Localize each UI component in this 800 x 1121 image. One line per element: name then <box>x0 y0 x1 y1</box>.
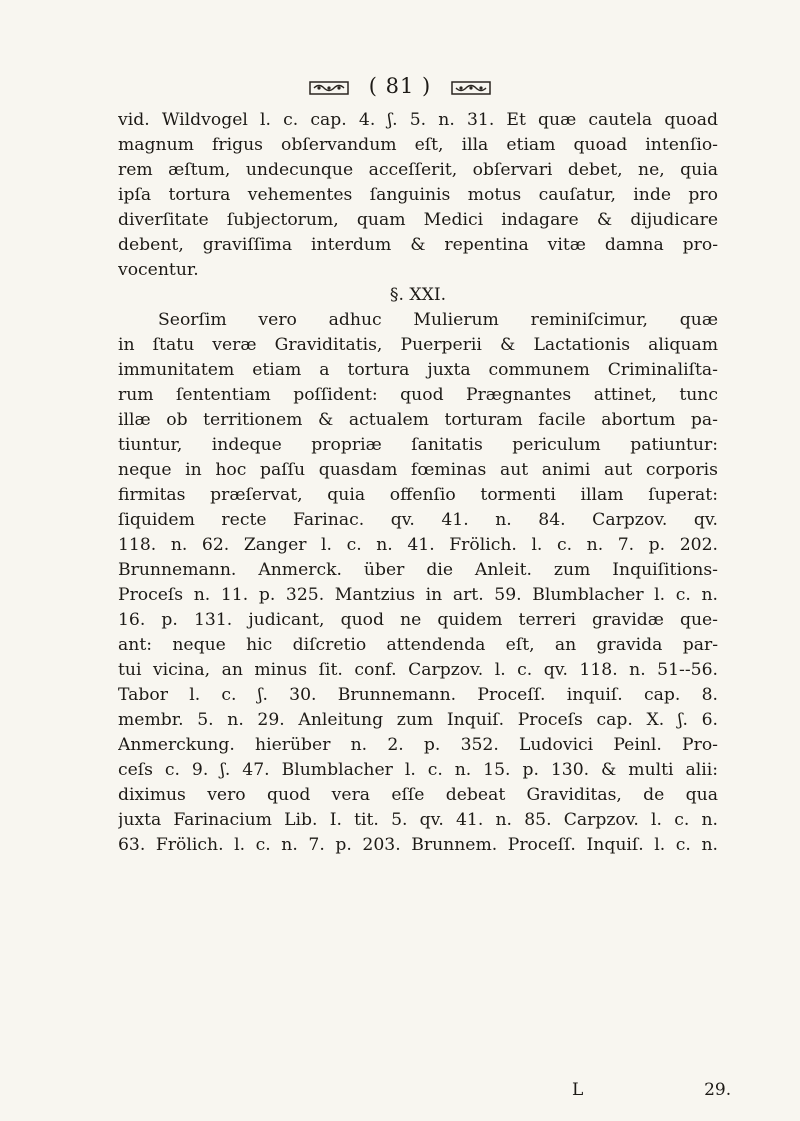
text-line: neque in hoc paſſu quasdam fœminas aut animi aut corporis <box>118 460 718 480</box>
catchword: 29. <box>704 1080 732 1100</box>
text-line: ipſa tortura vehementes ſanguinis motus cauſatur, inde pro <box>118 185 718 205</box>
text-line: Proceſs n. 11. p. 325. Mantzius in art. 59. Blumblacher l. c. n. <box>118 585 718 605</box>
text-line: vid. Wildvogel l. c. cap. 4. ʃ. 5. n. 31. Et quæ cautela quoad <box>118 110 718 130</box>
text-line: Brunnemann. Anmerck. über die Anleit. zum Inquiſitions- <box>118 560 718 580</box>
text-line: Anmerckung. hierüber n. 2. p. 352. Ludovici Peinl. Pro- <box>118 735 718 755</box>
text-line: debent, graviſſima interdum & repentina vitæ damna pro- <box>118 235 718 255</box>
text-line: in ſtatu veræ Graviditatis, Puerperii & Lactationis aliquam <box>118 335 718 355</box>
text-line: juxta Farinacium Lib. I. tit. 5. qv. 41. n. 85. Carpzov. l. c. n. <box>118 810 718 830</box>
text-line: firmitas præſervat, quia offenſio tormenti illam ſuperat: <box>118 485 718 505</box>
text-line: ceſs c. 9. ʃ. 47. Blumblacher l. c. n. 15. p. 130. & multi alii: <box>118 760 718 780</box>
text-line: membr. 5. n. 29. Anleitung zum Inquiſ. Proceſs cap. X. ʃ. 6. <box>118 710 718 730</box>
ornament-right-icon <box>451 80 491 96</box>
text-line: ant: neque hic diſcretio attendenda eſt, an gravida par- <box>118 635 718 655</box>
paragraph-2 <box>118 308 718 858</box>
text-line: 118. n. 62. Zanger l. c. n. 41. Frölich. l. c. n. 7. p. 202. <box>118 535 718 555</box>
page-header <box>0 74 800 98</box>
text-line: Tabor l. c. ʃ. 30. Brunnemann. Proceſſ. inquiſ. cap. 8. <box>118 685 718 705</box>
text-line: ſiquidem recte Farinac. qv. 41. n. 84. Carpzov. qv. <box>118 510 718 530</box>
text-line: diverſitate ſubjectorum, quam Medici indagare & dijudicare <box>118 210 718 230</box>
text-line: tui vicina, an minus ſit. conf. Carpzov. l. c. qv. 118. n. 51--56. <box>118 660 718 680</box>
body-text <box>118 108 718 858</box>
section-heading: §. XXI. <box>389 285 447 305</box>
paragraph-1 <box>118 108 718 283</box>
text-line: immunitatem etiam a tortura juxta communem Criminaliſta- <box>118 360 718 380</box>
footer <box>572 1080 731 1100</box>
text-line: 16. p. 131. judicant, quod ne quidem terreri gravidæ que- <box>118 610 718 630</box>
text-line: diximus vero quod vera eſſe debeat Graviditas, de qua <box>118 785 718 805</box>
ornament-left-icon <box>309 80 349 96</box>
text-line: rem æſtum, undecunque acceſſerit, obſervari debet, ne, quia <box>118 160 718 180</box>
text-line: magnum frigus obſervandum eſt, illa etiam quoad intenſio- <box>118 135 718 155</box>
text-line: rum ſententiam poſſident: quod Prægnantes attinet, tunc <box>118 385 718 405</box>
text-line: vocentur. <box>118 260 199 280</box>
text-line: 63. Frölich. l. c. n. 7. p. 203. Brunnem. Proceſſ. Inquiſ. l. c. n. <box>118 835 718 855</box>
page-number: ( 81 ) <box>368 74 432 98</box>
text-line: illæ ob territionem & actualem torturam facile abortum pa- <box>118 410 718 430</box>
text-line: Seorſim vero adhuc Mulierum reminiſcimur, quæ <box>158 310 718 330</box>
signature-mark: L <box>572 1080 584 1100</box>
text-line: tiuntur, indeque propriæ ſanitatis periculum patiuntur: <box>118 435 718 455</box>
